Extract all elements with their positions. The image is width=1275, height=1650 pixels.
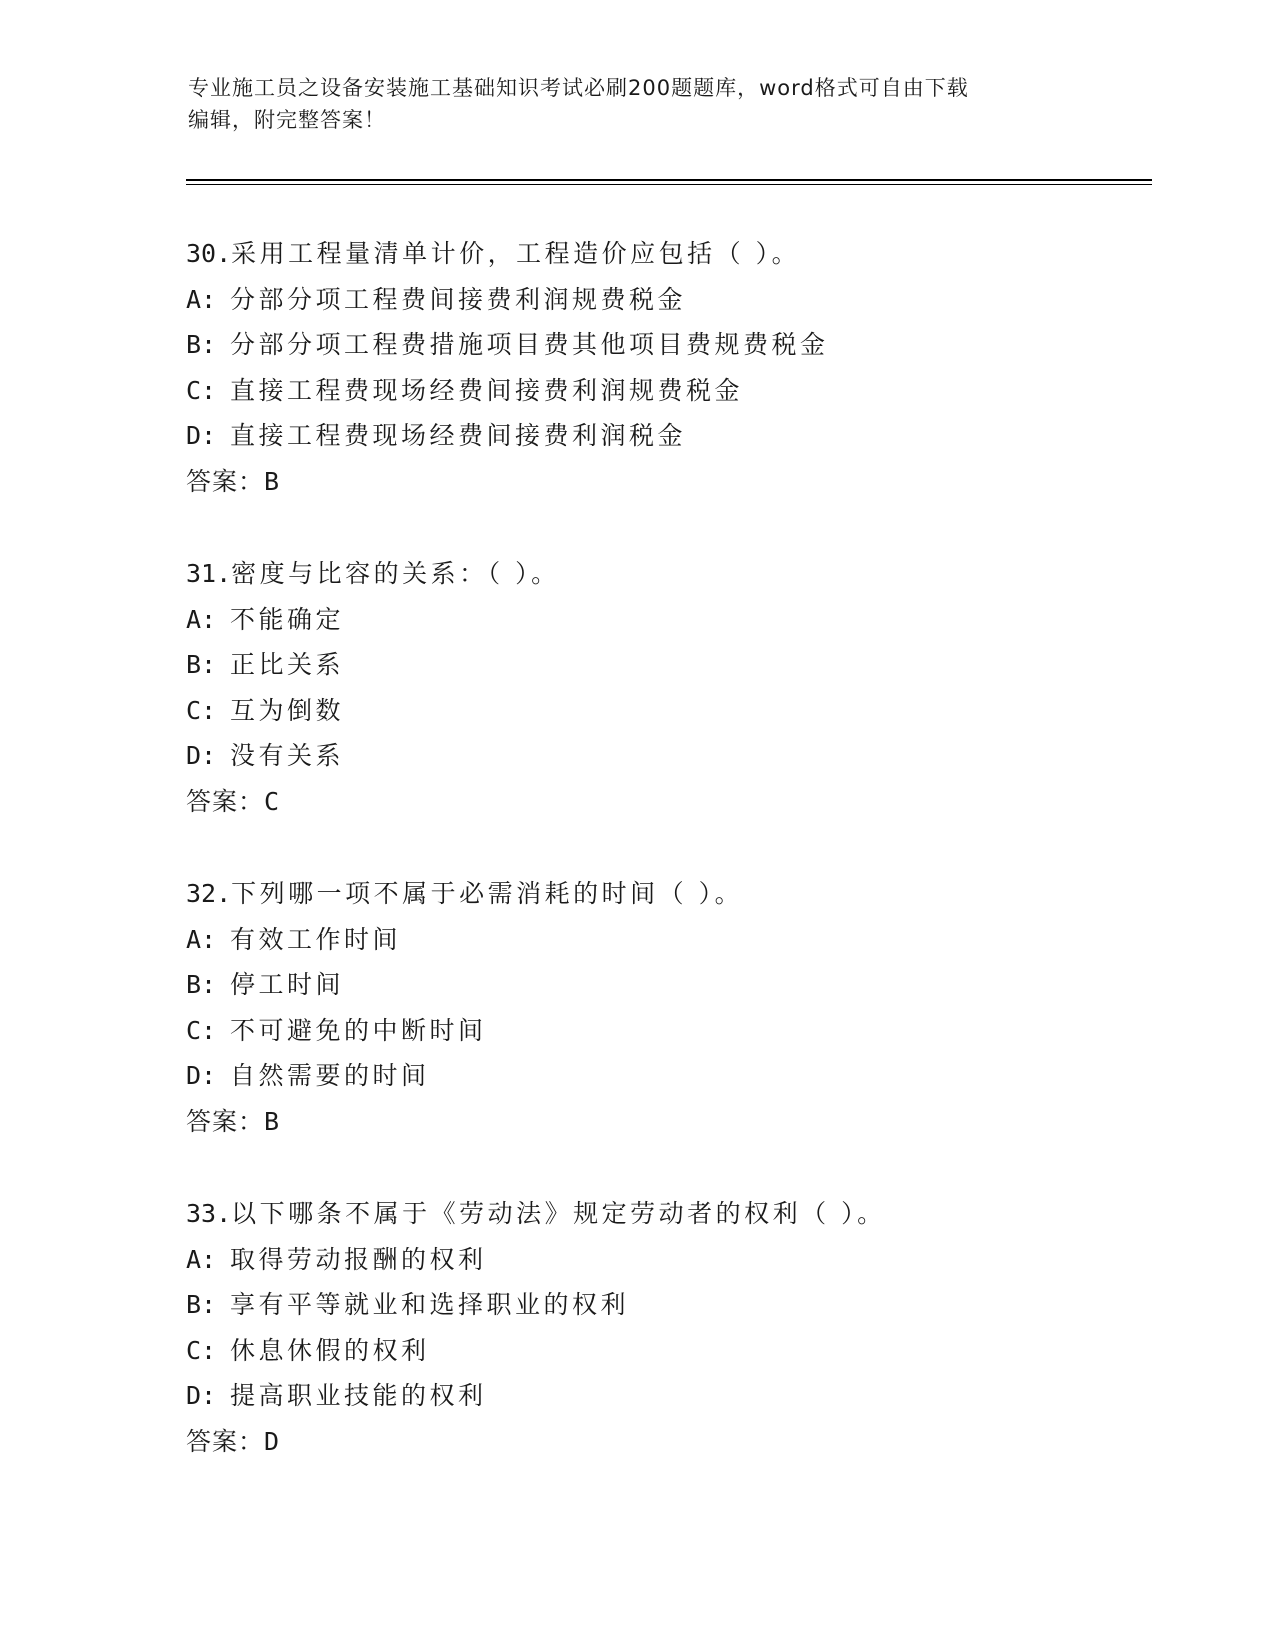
option-b xyxy=(186,962,1146,1008)
question-number: 31. xyxy=(186,559,232,588)
option-text: 互为倒数 xyxy=(230,695,345,725)
option-label: A: xyxy=(186,924,217,954)
option-label: D: xyxy=(186,421,217,450)
option-label: B: xyxy=(186,650,217,679)
option-label: D: xyxy=(186,1381,217,1410)
question-30 xyxy=(186,231,1146,504)
option-text: 自然需要的时间 xyxy=(230,1061,430,1090)
option-text: 停工时间 xyxy=(230,970,345,999)
header-title-line-2: 编辑，附完整答案！ xyxy=(188,108,386,132)
header-rule-thick xyxy=(186,179,1152,181)
option-a xyxy=(186,597,1146,643)
question-text: 采用工程量清单计价，工程造价应包括（ ）。 xyxy=(231,239,801,268)
question-number: 32. xyxy=(186,879,232,908)
answer-label: 答案： xyxy=(186,1426,265,1456)
question-stem xyxy=(186,551,1146,597)
option-d xyxy=(186,733,1146,779)
option-c xyxy=(186,368,1146,414)
option-label: C: xyxy=(186,1335,217,1365)
option-text: 不能确定 xyxy=(230,604,345,634)
option-label: B: xyxy=(186,330,217,359)
option-d xyxy=(186,413,1146,459)
answer-line xyxy=(186,1099,1146,1145)
question-text: 下列哪一项不属于必需消耗的时间（ ）。 xyxy=(231,879,744,908)
document-header xyxy=(188,72,1088,136)
option-a xyxy=(186,917,1146,963)
option-c xyxy=(186,688,1146,734)
option-text: 正比关系 xyxy=(230,650,345,679)
question-33 xyxy=(186,1191,1146,1464)
answer-line xyxy=(186,779,1146,825)
question-stem xyxy=(186,871,1146,917)
answer-value: D xyxy=(264,1426,281,1456)
option-text: 直接工程费现场经费间接费利润规费税金 xyxy=(230,375,744,405)
option-text: 没有关系 xyxy=(230,741,345,770)
answer-line xyxy=(186,459,1146,505)
question-stem xyxy=(186,1191,1146,1237)
question-text: 以下哪条不属于《劳动法》规定劳动者的权利（ ）。 xyxy=(231,1199,886,1228)
question-stem xyxy=(186,231,1146,277)
option-c xyxy=(186,1328,1146,1374)
option-d xyxy=(186,1053,1146,1099)
option-label: B: xyxy=(186,970,217,999)
option-b xyxy=(186,642,1146,688)
option-label: D: xyxy=(186,741,217,770)
option-label: B: xyxy=(186,1290,217,1319)
option-label: A: xyxy=(186,604,217,634)
option-label: C: xyxy=(186,375,217,405)
question-32 xyxy=(186,871,1146,1144)
option-label: A: xyxy=(186,284,217,314)
answer-label: 答案： xyxy=(186,786,265,816)
answer-value: B xyxy=(264,1106,281,1136)
option-text: 分部分项工程费间接费利润规费税金 xyxy=(230,284,687,314)
answer-label: 答案： xyxy=(186,466,265,496)
answer-line xyxy=(186,1419,1146,1465)
option-b xyxy=(186,1282,1146,1328)
question-31 xyxy=(186,551,1146,824)
option-text: 享有平等就业和选择职业的权利 xyxy=(230,1290,630,1319)
answer-value: B xyxy=(264,466,281,496)
option-label: C: xyxy=(186,1015,217,1045)
option-text: 直接工程费现场经费间接费利润税金 xyxy=(230,421,687,450)
option-text: 提高职业技能的权利 xyxy=(230,1381,487,1410)
option-text: 有效工作时间 xyxy=(230,924,402,954)
option-text: 取得劳动报酬的权利 xyxy=(230,1244,487,1274)
option-text: 不可避免的中断时间 xyxy=(230,1015,487,1045)
option-c xyxy=(186,1008,1146,1054)
question-number: 30. xyxy=(186,239,232,268)
header-title-line-1: 专业施工员之设备安装施工基础知识考试必刷200题题库，word格式可自由下载 xyxy=(188,76,969,100)
header-rule-thin xyxy=(186,184,1152,185)
answer-label: 答案： xyxy=(186,1106,265,1136)
option-label: D: xyxy=(186,1061,217,1090)
question-text: 密度与比容的关系：（ ）。 xyxy=(231,559,560,588)
option-label: A: xyxy=(186,1244,217,1274)
question-number: 33. xyxy=(186,1199,232,1228)
option-a xyxy=(186,1237,1146,1283)
option-d xyxy=(186,1373,1146,1419)
option-text: 休息休假的权利 xyxy=(230,1335,430,1365)
answer-value: C xyxy=(264,786,281,816)
option-b xyxy=(186,322,1146,368)
option-label: C: xyxy=(186,695,217,725)
option-text: 分部分项工程费措施项目费其他项目费规费税金 xyxy=(230,330,829,359)
option-a xyxy=(186,277,1146,323)
